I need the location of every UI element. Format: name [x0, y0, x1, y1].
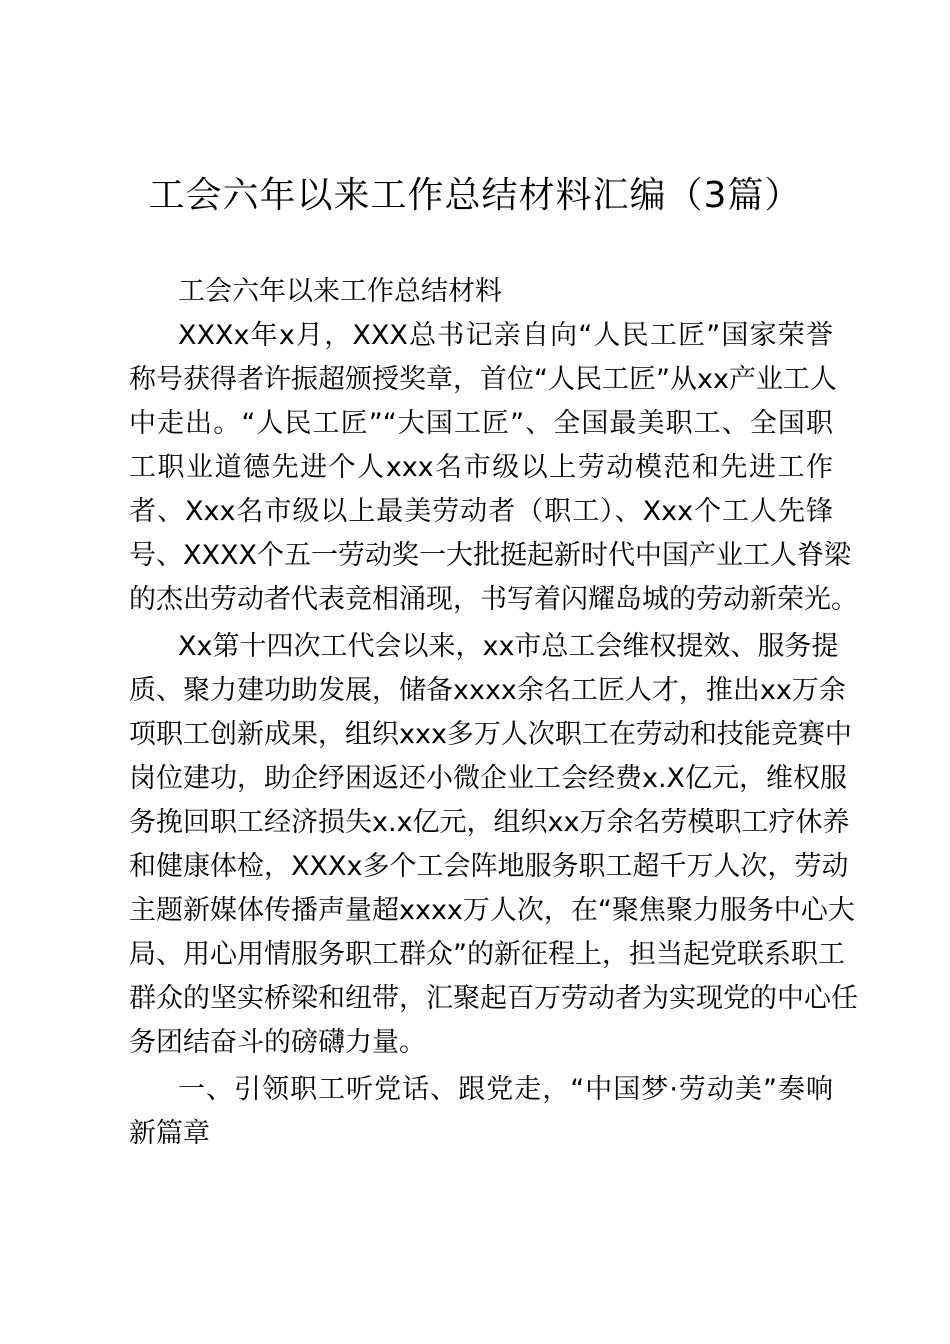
paragraph-2-line: 务团结奋斗的磅礴力量。: [129, 1027, 426, 1058]
paragraph-1-line: 者、Xxx名市级以上最美劳动者（职工）、Xxx个工人先锋: [129, 496, 833, 527]
paragraph-1-line: XXXx年x月，XXX总书记亲自向“人民工匠”国家荣誉: [178, 320, 833, 351]
paragraph-2-line: 和健康体检，XXXx多个工会阵地服务职工超千万人次，劳动: [129, 851, 849, 882]
paragraph-2-line: 项职工创新成果，组织xxx多万人次职工在劳动和技能竞赛中: [129, 719, 852, 750]
paragraph-2-line: 务挽回职工经济损失x.x亿元，组织xx万余名劳模职工疗休养: [129, 807, 850, 838]
paragraph-2-line: 主题新媒体传播声量超xxxx万人次，在“聚焦聚力服务中心大: [129, 895, 855, 926]
paragraph-2-line: 岗位建功，助企纾困返还小微企业工会经费x.X亿元，维权服: [129, 763, 848, 794]
paragraph-1-line: 工职业道德先进个人xxx名市级以上劳动模范和先进工作: [129, 452, 833, 483]
section-heading-line: 一、引领职工听党话、跟党走，“中国梦·劳动美”奏响: [178, 1074, 833, 1105]
paragraph-2-line: 质、聚力建功助发展，储备xxxx余名工匠人才，推出xx万余: [129, 675, 846, 706]
section-heading-line: 新篇章: [129, 1118, 210, 1149]
paragraph-1-line: 称号获得者许振超颁授奖章，首位“人民工匠”从xx产业工人: [129, 364, 837, 395]
paragraph-2-line: Xx第十四次工代会以来，xx市总工会维权提效、服务提: [178, 631, 839, 662]
paragraph-1-line: 的杰出劳动者代表竞相涌现，书写着闪耀岛城的劳动新荣光。: [129, 584, 858, 615]
section-subtitle: 工会六年以来工作总结材料: [178, 276, 502, 307]
paragraph-1-line: 中走出。“人民工匠”“大国工匠”、全国最美职工、全国职: [129, 408, 833, 439]
paragraph-1-line: 号、XXXX个五一劳动奖一大批挺起新时代中国产业工人脊梁: [129, 540, 851, 571]
paragraph-2-line: 局、用心用情服务职工群众”的新征程上，担当起党联系职工: [129, 939, 845, 970]
paragraph-2-line: 群众的坚实桥梁和纽带，汇聚起百万劳动者为实现党的中心任: [129, 983, 858, 1014]
document-title: 工会六年以来工作总结材料汇编（3篇）: [148, 175, 802, 216]
